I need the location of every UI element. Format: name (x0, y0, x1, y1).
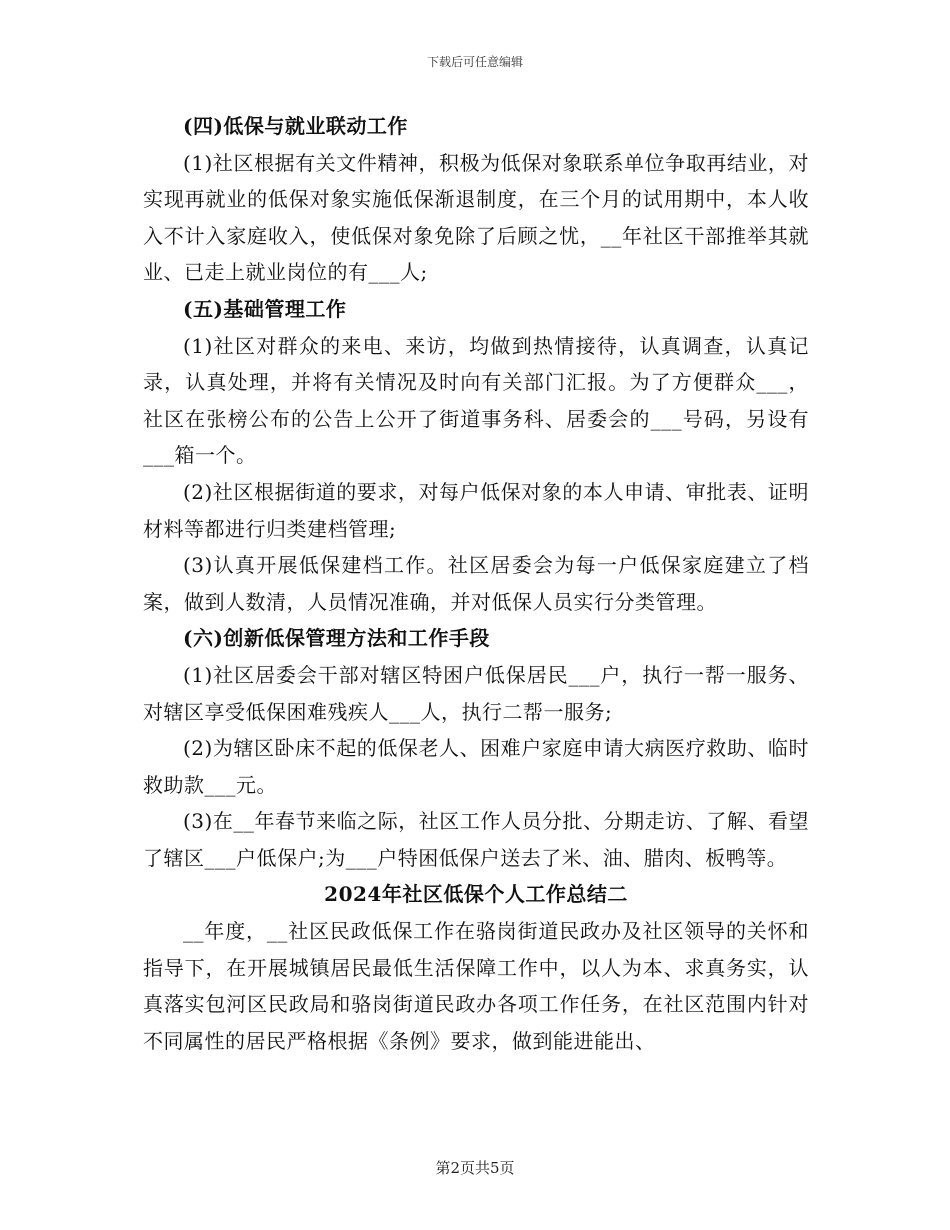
paragraph: __年度，__社区民政低保工作在骆岗街道民政办及社区领导的关怀和指导下，在开展城镇居民最低生活保障工作中，以人为本、求真务实，认真落实包河区民政局和骆岗街道民政办各项工作任务，在社区范围内针对不同属性的居民严格根据《条例》要求，做到能进能出、 (143, 919, 809, 1053)
document-section-title: 2024年社区低保个人工作总结二 (324, 882, 628, 907)
page-number: 第2页共5页 (435, 1159, 515, 1177)
paragraph: (2)社区根据街道的要求，对每户低保对象的本人申请、审批表、证明材料等都进行归类建档管理; (143, 479, 809, 541)
paragraph: (1)社区根据有关文件精神，积极为低保对象联系单位争取再结业，对实现再就业的低保对象实施低保渐退制度，在三个月的试用期中，本人收入不计入家庭收入，使低保对象免除了后顾之忧，__年社区干部推举其就业、已走上就业岗位的有___人; (143, 150, 809, 285)
section-heading-4: (四)低保与就业联动工作 (183, 114, 408, 138)
paragraph: (2)为辖区卧床不起的低保老人、困难户家庭申请大病医疗救助、临时救助款___元。 (143, 736, 809, 797)
page-header: 下载后可任意编辑 (426, 55, 523, 69)
paragraph: (1)社区对群众的来电、来访，均做到热情接待，认真调查，认真记录，认真处理，并将有关情况及时向有关部门汇报。为了方便群众___，社区在张榜公布的公告上公开了街道事务科、居委会的___号码，另设有___箱一个。 (143, 333, 809, 468)
section-heading-5: (五)基础管理工作 (183, 296, 347, 321)
document-body (143, 108, 809, 1059)
paragraph: (1)社区居委会干部对辖区特困户低保居民___户，执行一帮一服务、对辖区享受低保困难残疾人___人，执行二帮一服务; (143, 662, 809, 724)
paragraph: (3)认真开展低保建档工作。社区居委会为每一户低保家庭建立了档案，做到人数清，人员情况准确，并对低保人员实行分类管理。 (143, 553, 809, 614)
paragraph: (3)在__年春节来临之际，社区工作人员分批、分期走访、了解、看望了辖区___户低保户;为___户特困低保户送去了米、油、腊肉、板鸭等。 (143, 809, 809, 870)
section-heading-6: (六)创新低保管理方法和工作手段 (183, 626, 490, 651)
